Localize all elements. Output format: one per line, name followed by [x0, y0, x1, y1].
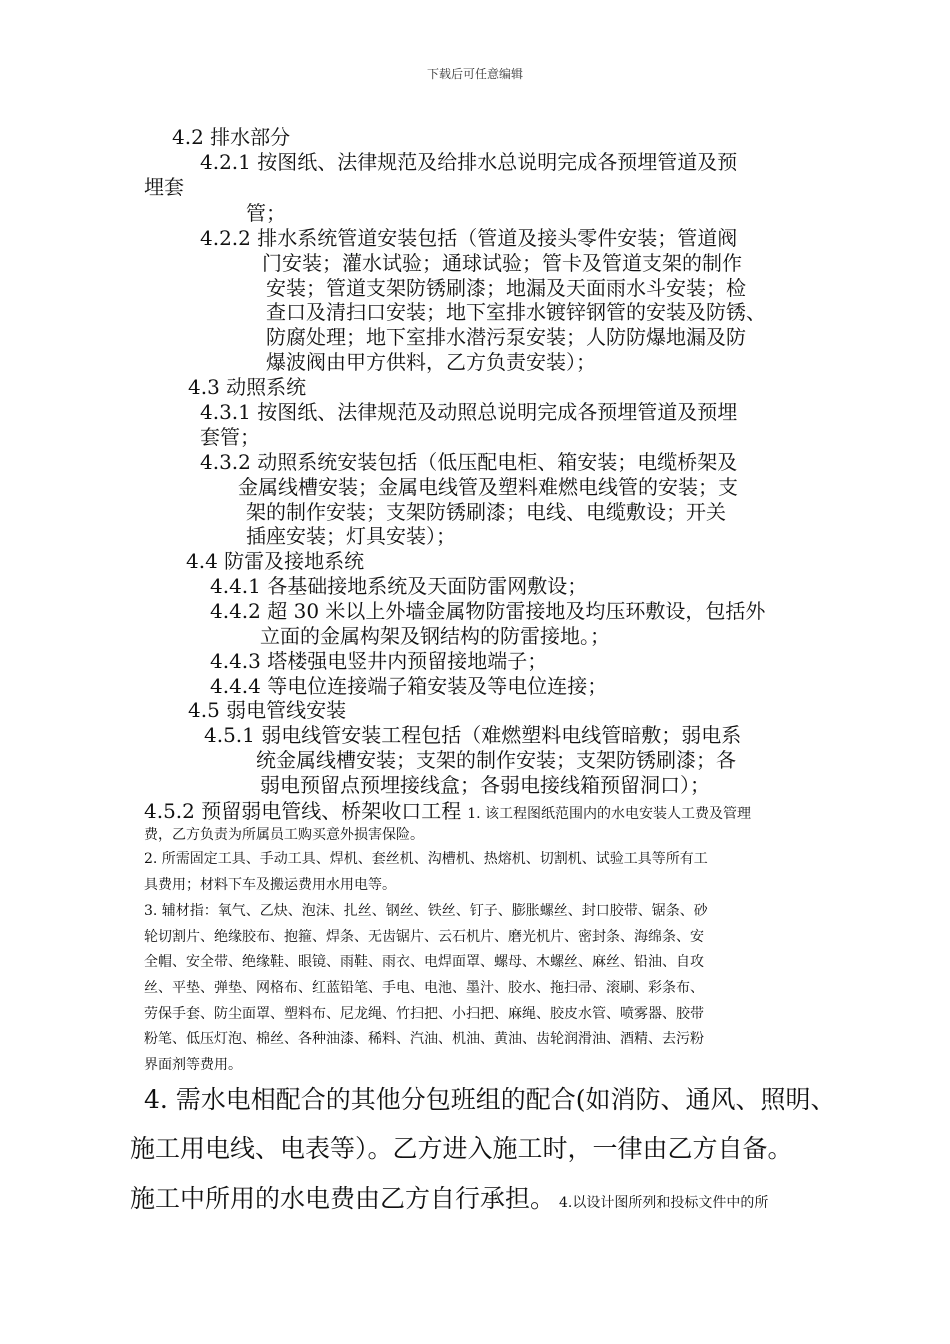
- note-line: 界面剂等费用。: [144, 1057, 242, 1073]
- item-4-3-2-line: 金属线槽安装；金属电线管及塑料难燃电线管的安装；支: [238, 475, 738, 499]
- item-4-4-2-line: 立面的金属构架及钢结构的防雷接地。；: [260, 624, 610, 648]
- large-paragraph-line-3: [130, 1186, 768, 1211]
- item-4-5-2-line: [144, 801, 751, 821]
- item-4-3-1-line: 套管；: [200, 425, 260, 449]
- item-4-3-2-line: 插座安装；灯具安装）；: [246, 524, 456, 548]
- section-title-4-5: 4.5 弱电管线安装: [188, 698, 347, 722]
- item-4-2-2-line: 4.2.2 排水系统管道安装包括（管道及接头零件安装；管道阀: [200, 226, 738, 250]
- item-4-4-1-line: 4.4.1 各基础接地系统及天面防雷网敷设；: [210, 574, 588, 598]
- item-4-5-1-line: 弱电预留点预埋接线盒；各弱电接线箱预留洞口）；: [260, 773, 710, 797]
- item-4-3-1-line: 4.3.1 按图纸、法律规范及动照总说明完成各预埋管道及预埋: [200, 400, 738, 424]
- large-paragraph-line: 4. 需水电相配合的其他分包班组的配合(如消防、通风、照明、: [144, 1085, 836, 1114]
- note-line: 丝、平垫、弹垫、网格布、红蓝铅笔、手电、电池、墨汁、胶水、拖扫帚、滚刷、彩条布、: [144, 980, 704, 996]
- note-line: 粉笔、低压灯泡、棉丝、各种油漆、稀料、汽油、机油、黄油、齿轮润滑油、酒精、去污粉: [144, 1031, 704, 1047]
- item-4-5-2-line-2: 费，乙方负责为所属员工购买意外损害保险。: [144, 827, 424, 843]
- item-4-2-2-line: 爆波阀由甲方供料，乙方负责安装）；: [266, 350, 596, 374]
- item-4-2-2-line: 门安装；灌水试验；通球试验；管卡及管道支架的制作: [262, 251, 742, 275]
- item-4-4-4-line: 4.4.4 等电位连接端子箱安装及等电位连接；: [210, 674, 608, 698]
- note-line: 全帽、安全带、绝缘鞋、眼镜、雨鞋、雨衣、电焊面罩、螺母、木螺丝、麻丝、铅油、自攻: [144, 954, 704, 970]
- note-line: 轮切割片、绝缘胶布、抱箍、焊条、无齿锯片、云石机片、磨光机片、密封条、海绵条、安: [144, 929, 704, 945]
- item-4-5-1-line: 统金属线槽安装；支架的制作安装；支架防锈刷漆；各: [256, 748, 736, 772]
- page-header: 下载后可任意编辑: [426, 67, 523, 81]
- item-4-3-2-line: 4.3.2 动照系统安装包括（低压配电柜、箱安装；电缆桥架及: [200, 450, 738, 474]
- note-line: 具费用；材料下车及搬运费用水用电等。: [144, 877, 396, 893]
- section-title-4-4: 4.4 防雷及接地系统: [186, 549, 365, 573]
- section-title-4-3: 4.3 动照系统: [188, 375, 307, 399]
- note-line: 3. 辅材指：氧气、乙炔、泡沫、扎丝、钢丝、铁丝、钉子、膨胀螺丝、封口胶带、锯条、砂: [144, 903, 708, 919]
- item-4-2-1-line: 4.2.1 按图纸、法律规范及给排水总说明完成各预埋管道及预: [200, 150, 738, 174]
- item-4-2-2-line: 查口及清扫口安装；地下室排水镀锌钢管的安装及防锈、: [266, 300, 766, 324]
- large-paragraph-line: 施工中所用的水电费由乙方自行承担。: [130, 1184, 556, 1213]
- item-4-2-2-line: 安装；管道支架防锈刷漆；地漏及天面雨水斗安装；检: [266, 276, 746, 300]
- section-title-4-2: 4.2 排水部分: [172, 125, 291, 149]
- note-line: 劳保手套、防尘面罩、塑料布、尼龙绳、竹扫把、小扫把、麻绳、胶皮水管、喷雾器、胶带: [144, 1006, 704, 1022]
- large-paragraph-line: 施工用电线、电表等）。乙方进入施工时，一律由乙方自备。: [130, 1134, 793, 1163]
- item-4-4-3-line: 4.4.3 塔楼强电竖井内预留接地端子；: [210, 649, 548, 673]
- item-4-3-2-line: 架的制作安装；支架防锈刷漆；电线、电缆敷设；开关: [246, 500, 726, 524]
- item-4-5-1-line: 4.5.1 弱电线管安装工程包括（难燃塑料电线管暗敷；弱电系: [204, 723, 742, 747]
- item-4-2-2-line: 防腐处理；地下室排水潜污泵安装；人防防爆地漏及防: [266, 325, 746, 349]
- large-paragraph-tail: 4.以设计图所列和投标文件中的所: [559, 1195, 769, 1211]
- item-4-5-2-lead: 4.5.2 预留弱电管线、桥架收口工程: [144, 799, 462, 823]
- note-line: 2. 所需固定工具、手动工具、焊机、套丝机、沟槽机、热熔机、切割机、试验工具等所有工: [144, 851, 708, 867]
- item-4-2-1-line: 管；: [246, 201, 286, 225]
- item-4-5-2-tail: 1. 该工程图纸范围内的水电安装人工费及管理: [467, 806, 752, 822]
- item-4-4-2-line: 4.4.2 超 30 米以上外墙金属物防雷接地及均压环敷设，包括外: [210, 599, 766, 623]
- item-4-2-1-line: 埋套: [144, 175, 184, 199]
